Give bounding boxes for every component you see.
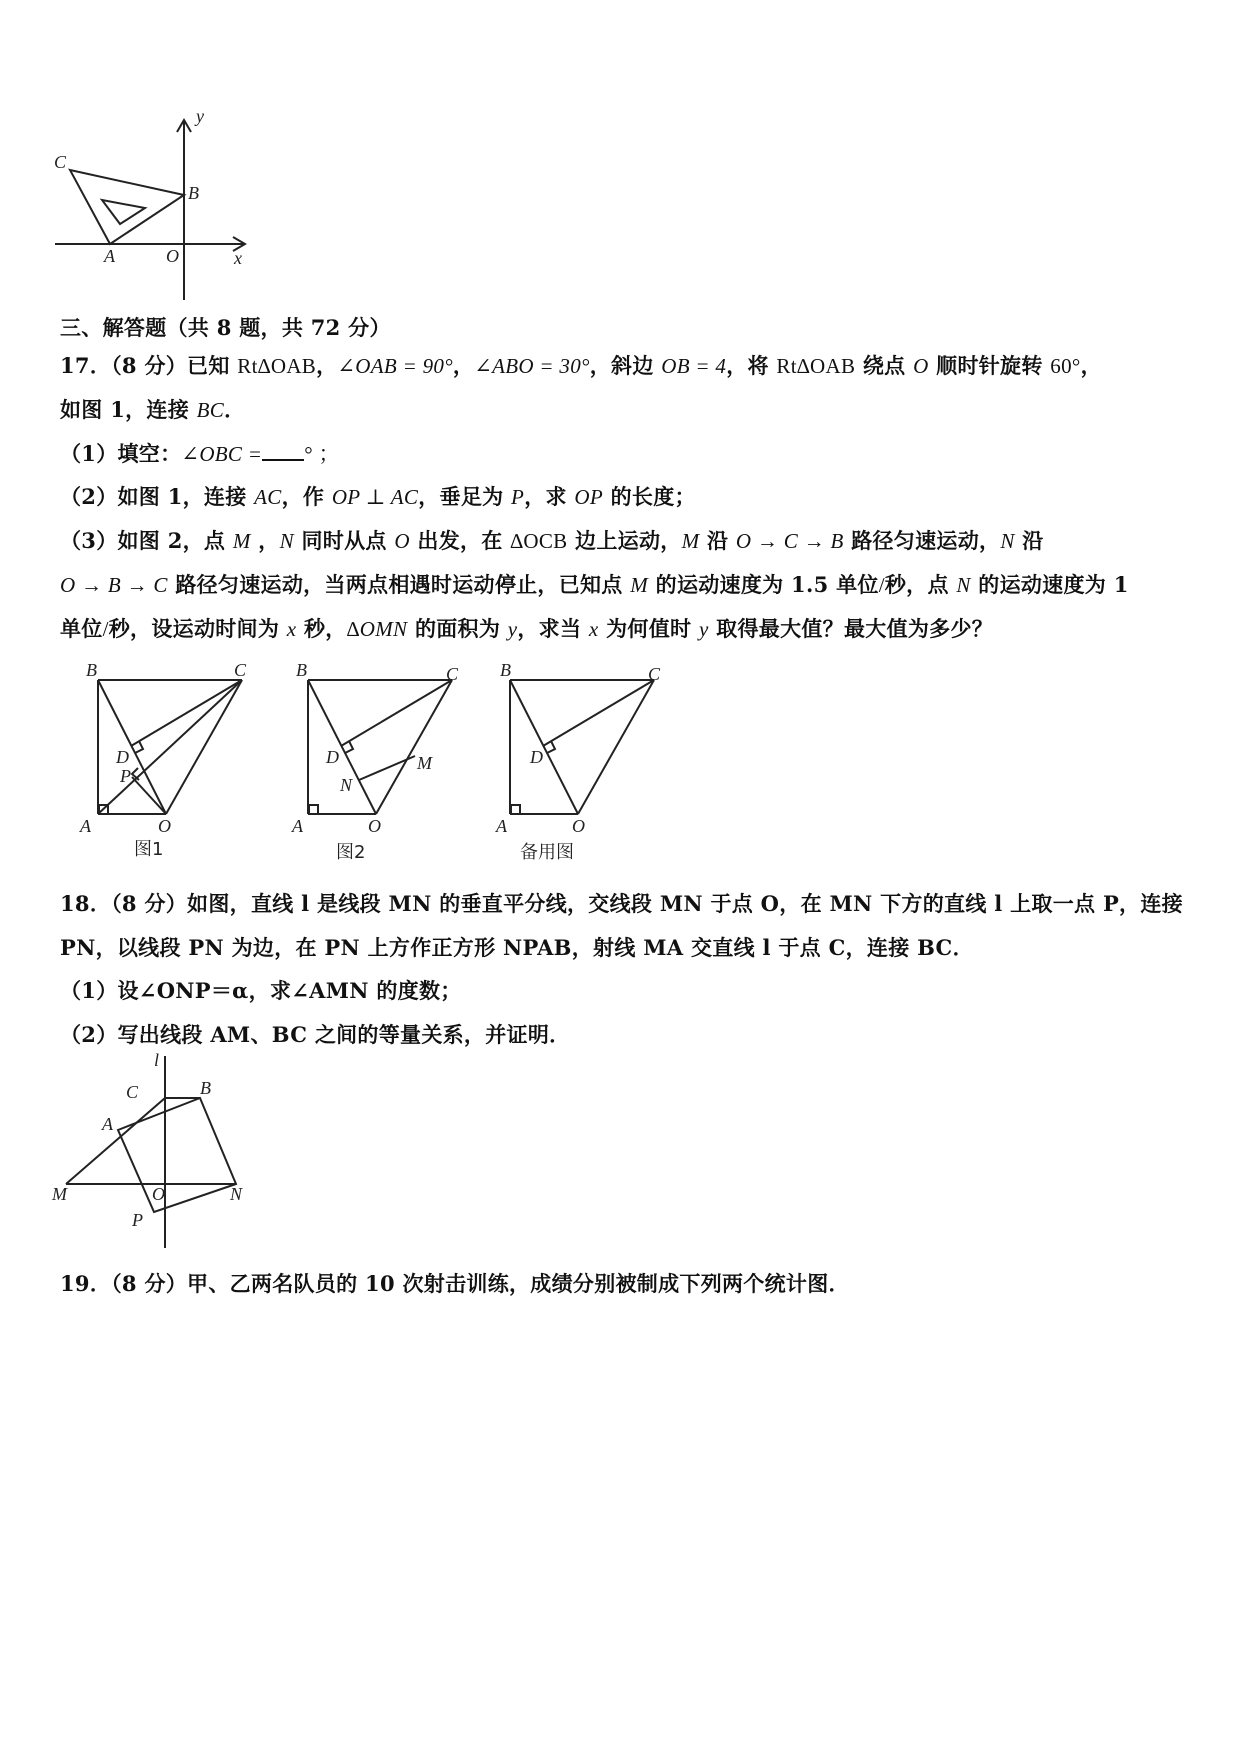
text-run: 出发，在 — [409, 528, 511, 553]
math-expression: OP — [574, 485, 603, 509]
q17-part-3-line-3 — [60, 613, 993, 643]
q17-part-1 — [60, 438, 340, 468]
math-expression: N — [279, 529, 294, 553]
label-l: l — [154, 1050, 160, 1070]
math-expression: ∠ABO = 30° — [474, 354, 590, 378]
fig2-label-a: A — [292, 816, 303, 836]
label-m: M — [52, 1184, 67, 1204]
q17-figures — [70, 650, 770, 870]
text-run: ，求 — [524, 484, 575, 509]
text-run: 绕点 — [855, 353, 914, 378]
math-expression: O — [913, 354, 929, 378]
q17-part-3-line-1 — [60, 525, 1044, 555]
section-title: 三、解答题（共 8 题，共 72 分） — [60, 315, 391, 340]
text-run: 路径匀速运动， — [843, 528, 1001, 553]
fig2-label-b: B — [296, 660, 307, 680]
text-run: / — [878, 573, 885, 597]
text-run: ∆OCB — [510, 529, 568, 553]
label-b: B — [188, 183, 199, 203]
text-run: ，斜边 — [589, 353, 662, 378]
math-expression: x — [286, 617, 297, 641]
fig1-label-d: D — [116, 747, 129, 767]
fig3-label-o: O — [572, 816, 585, 836]
text-run: 的面积为 — [407, 616, 508, 641]
text-run: （2）如图 1，连接 — [60, 484, 255, 509]
label-p: P — [132, 1210, 143, 1230]
text-run: 的长度； — [603, 484, 696, 509]
text-run: / — [102, 617, 109, 641]
ray-ma — [66, 1098, 165, 1184]
text-run: 取得最大值？最大值为多少？ — [708, 616, 994, 641]
fig1-label-o: O — [158, 816, 171, 836]
text-run: （1）设∠ONP＝α，求∠AMN 的度数； — [60, 978, 462, 1003]
fig3-label-a: A — [496, 816, 507, 836]
math-expression: N — [1000, 529, 1015, 553]
text-run: 顺时针旋转 — [928, 353, 1051, 378]
fig1-label-a: A — [80, 816, 91, 836]
math-expression: M — [232, 529, 251, 553]
text-run: ，求当 — [517, 616, 589, 641]
math-expression: y — [507, 617, 518, 641]
label-x: x — [234, 248, 242, 268]
text-run: 秒，设运动时间为 — [108, 616, 287, 641]
math-expression: O → B → C — [60, 573, 168, 597]
fig3-label-b: B — [500, 660, 511, 680]
math-expression: AC — [254, 485, 282, 509]
label-c: C — [54, 152, 67, 172]
math-expression: O — [394, 529, 410, 553]
fig2-label-d: D — [326, 747, 339, 767]
q17-line-2 — [60, 394, 245, 424]
fig3-label-c: C — [648, 664, 661, 684]
math-expression: N — [956, 573, 971, 597]
math-expression: M — [681, 529, 700, 553]
fig1-label-p: P — [120, 766, 131, 786]
text-run: 沿 — [1014, 528, 1044, 553]
fig2-caption: 图2 — [336, 842, 366, 863]
fig1-caption: 图1 — [134, 839, 164, 860]
triangle-abc — [70, 170, 184, 244]
text-run: 秒， — [296, 616, 347, 641]
math-expression: ∠OBC = — [181, 442, 263, 466]
math-expression: ∠OAB = 90° — [337, 354, 453, 378]
fig2-label-c: C — [446, 664, 459, 684]
text-run: 60° — [1050, 354, 1081, 378]
q18-figure — [50, 1048, 290, 1258]
q18-line-2 — [60, 932, 974, 962]
text-run: （1）填空： — [60, 441, 182, 466]
text-run: ° ； — [304, 442, 340, 466]
fig3-caption: 备用图 — [520, 842, 574, 863]
coordinate-triangle-figure — [50, 100, 280, 310]
label-a: A — [104, 246, 115, 266]
math-expression: O → C → B — [735, 529, 844, 553]
square-npab — [118, 1098, 236, 1212]
text-run: 18．（8 分）如图，直线 l 是线段 MN 的垂直平分线，交线段 MN 于点 O，在 MN 下方的直线 l 上取一点 P，连接 — [60, 891, 1183, 916]
math-expression: M — [630, 573, 649, 597]
label-n: N — [230, 1184, 243, 1204]
text-run: 同时从点 — [293, 528, 395, 553]
text-run: 单位 — [60, 616, 103, 641]
text-run: （3）如图 2，点 — [60, 528, 233, 553]
text-run: PN，以线段 PN 为边，在 PN 上方作正方形 NPAB，射线 MA 交直线 l 于点 C，连接 BC． — [60, 935, 974, 960]
q17-line-1 — [60, 350, 1102, 380]
text-run: 19．（8 分）甲、乙两名队员的 10 次射击训练，成绩分别被制成下列两个统计图． — [60, 1271, 850, 1296]
text-run: 17．（8 分）已知 — [60, 353, 238, 378]
text-run: （2）写出线段 AM、BC 之间的等量关系，并证明． — [60, 1022, 571, 1047]
text-run: 为何值时 — [598, 616, 699, 641]
text-run: 路径匀速运动，当两点相遇时运动停止，已知点 — [167, 572, 631, 597]
q18-part-1 — [60, 975, 462, 1005]
math-expression: x — [588, 617, 599, 641]
text-run: ． — [224, 397, 246, 422]
triangle-inner-hole — [102, 200, 145, 224]
text-run: 沿 — [699, 528, 736, 553]
fig1-label-b: B — [86, 660, 97, 680]
q17-part-2 — [60, 481, 696, 511]
q19-line-1 — [60, 1268, 850, 1298]
label-a: A — [102, 1114, 113, 1134]
math-expression: OP ⊥ AC — [331, 485, 419, 509]
text-run: 的运动速度为 1.5 单位 — [648, 572, 879, 597]
q17-part-3-line-2 — [60, 569, 1129, 599]
text-run: 秒，点 — [884, 572, 957, 597]
text-run: ， — [452, 353, 475, 378]
text-run: ，垂足为 — [418, 484, 512, 509]
q18-line-1 — [60, 888, 1183, 918]
fig2-label-o: O — [368, 816, 381, 836]
text-run: 边上运动， — [567, 528, 682, 553]
math-expression: BC — [196, 398, 225, 422]
text-run: 的运动速度为 1 — [970, 572, 1129, 597]
label-c: C — [126, 1082, 139, 1102]
label-y: y — [196, 106, 204, 126]
text-run: Rt∆OAB — [237, 354, 317, 378]
text-run: ， — [1080, 353, 1102, 378]
math-expression: ∆OMN — [346, 617, 408, 641]
label-o: O — [166, 246, 179, 266]
fig2-label-n: N — [340, 775, 353, 795]
text-run: ，作 — [281, 484, 332, 509]
text-run: ， — [316, 353, 338, 378]
math-expression: P — [511, 485, 525, 509]
label-b: B — [200, 1078, 211, 1098]
fig2-label-m: M — [417, 753, 432, 773]
text-run: Rt∆OAB — [776, 354, 856, 378]
math-expression: y — [698, 617, 709, 641]
math-expression: OB = 4 — [661, 354, 727, 378]
text-run: ，将 — [726, 353, 777, 378]
q18-part-2 — [60, 1019, 570, 1049]
fig3-label-d: D — [530, 747, 543, 767]
text-run: 如图 1，连接 — [60, 397, 197, 422]
text-run: ， — [250, 528, 280, 553]
fig1-label-c: C — [234, 660, 247, 680]
label-o: O — [152, 1184, 165, 1204]
answer-blank — [262, 441, 304, 461]
